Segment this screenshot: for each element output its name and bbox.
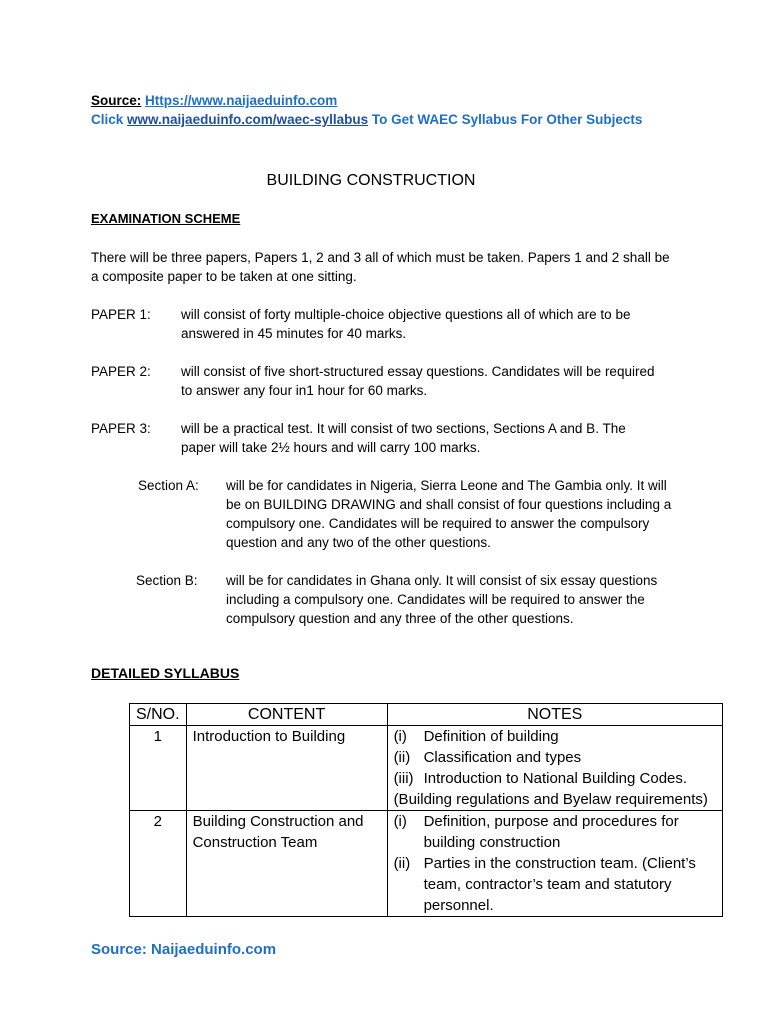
note-number: (ii): [393, 855, 411, 872]
intro-paragraph: [91, 248, 670, 286]
note-item: [394, 853, 716, 916]
note-text: Definition of building: [423, 728, 559, 745]
note-number: (ii): [393, 749, 411, 766]
note-extra: (Building regulations and Byelaw requirements): [393, 791, 708, 808]
note-text: Parties in the construction team. (Client’s: [423, 855, 696, 872]
click-label: Click: [91, 112, 124, 127]
note-item: [394, 747, 716, 768]
paper-label: PAPER 2:: [91, 364, 151, 379]
intro-line: There will be three papers, Papers 1, 2 and 3 all of which must be taken. Papers 1 and 2 shall be: [91, 250, 670, 265]
note-number: (i): [393, 728, 407, 745]
click-suffix: To Get WAEC Syllabus For Other Subjects: [371, 112, 643, 127]
exam-scheme-heading: EXAMINATION SCHEME: [91, 211, 241, 226]
note-item: [394, 726, 716, 747]
syllabus-table: [129, 703, 723, 917]
content-line: Introduction to Building: [192, 728, 346, 745]
footer-source: Source: Naijaeduinfo.com: [91, 941, 277, 958]
column-header-notes: NOTES: [387, 704, 722, 726]
paper-text: will consist of forty multiple-choice objective questions all of which are to be: [181, 307, 631, 322]
syllabus-link[interactable]: www.naijaeduinfo.com/waec-syllabus: [127, 112, 369, 127]
row-notes: [387, 726, 722, 811]
row-content: [186, 726, 387, 811]
note-item: [394, 811, 716, 853]
section-label: Section A:: [138, 478, 199, 493]
source-link[interactable]: Https://www.naijaeduinfo.com: [145, 93, 338, 108]
paper-text: will consist of five short-structured essay questions. Candidates will be required: [181, 364, 655, 379]
intro-line: a composite paper to be taken at one sitting.: [91, 269, 357, 284]
row-sno: 1: [130, 726, 187, 811]
paper-3: [91, 419, 626, 457]
content-line: Building Construction and: [192, 813, 364, 830]
section-text: compulsory one. Candidates will be required to answer the compulsory: [226, 516, 650, 531]
section-label: Section B:: [136, 573, 198, 588]
note-text-block: [424, 811, 679, 853]
row-content: [186, 811, 387, 917]
page-title: BUILDING CONSTRUCTION: [266, 172, 476, 189]
section-text: will be for candidates in Nigeria, Sierra Leone and The Gambia only. It will: [226, 478, 667, 493]
table-header-row: [130, 704, 723, 726]
paper-1: [91, 305, 630, 343]
source-label: Source:: [91, 93, 142, 108]
source-line: [91, 93, 337, 108]
section-text: compulsory question and any three of the other questions.: [226, 611, 574, 626]
paper-2: [91, 362, 654, 400]
click-line: [91, 112, 642, 127]
note-text: Classification and types: [423, 749, 582, 766]
column-header-content: CONTENT: [186, 704, 387, 726]
section-text: question and any two of the other questions.: [226, 535, 491, 550]
note-number: (iii): [393, 770, 414, 787]
section-b: [136, 571, 657, 628]
note-text: personnel.: [423, 897, 494, 914]
section-text: be on BUILDING DRAWING and shall consist of four questions including a: [226, 497, 672, 512]
note-text: Definition, purpose and procedures for: [423, 813, 679, 830]
content-line: Construction Team: [192, 834, 318, 851]
note-text: Introduction to National Building Codes.: [423, 770, 688, 787]
note-text-block: [424, 853, 696, 916]
note-text: building construction: [423, 834, 561, 851]
paper-label: PAPER 3:: [91, 421, 151, 436]
paper-text: will be a practical test. It will consist of two sections, Sections A and B. The: [181, 421, 626, 436]
paper-text: to answer any four in1 hour for 60 marks.: [181, 383, 428, 398]
section-text: including a compulsory one. Candidates will be required to answer the: [226, 592, 645, 607]
note-item: [394, 768, 716, 789]
note-number: (i): [393, 813, 407, 830]
note-text: team, contractor’s team and statutory: [423, 876, 672, 893]
table-row: [130, 811, 723, 917]
section-a: [138, 476, 671, 552]
section-text: will be for candidates in Ghana only. It will consist of six essay questions: [226, 573, 658, 588]
syllabus-heading: DETAILED SYLLABUS: [91, 665, 240, 681]
paper-text: answered in 45 minutes for 40 marks.: [181, 326, 407, 341]
column-header-sno: S/NO.: [130, 704, 187, 726]
paper-text: paper will take 2½ hours and will carry 100 marks.: [181, 440, 481, 455]
row-notes: [387, 811, 722, 917]
row-sno: 2: [130, 811, 187, 917]
paper-label: PAPER 1:: [91, 307, 151, 322]
table-row: [130, 726, 723, 811]
